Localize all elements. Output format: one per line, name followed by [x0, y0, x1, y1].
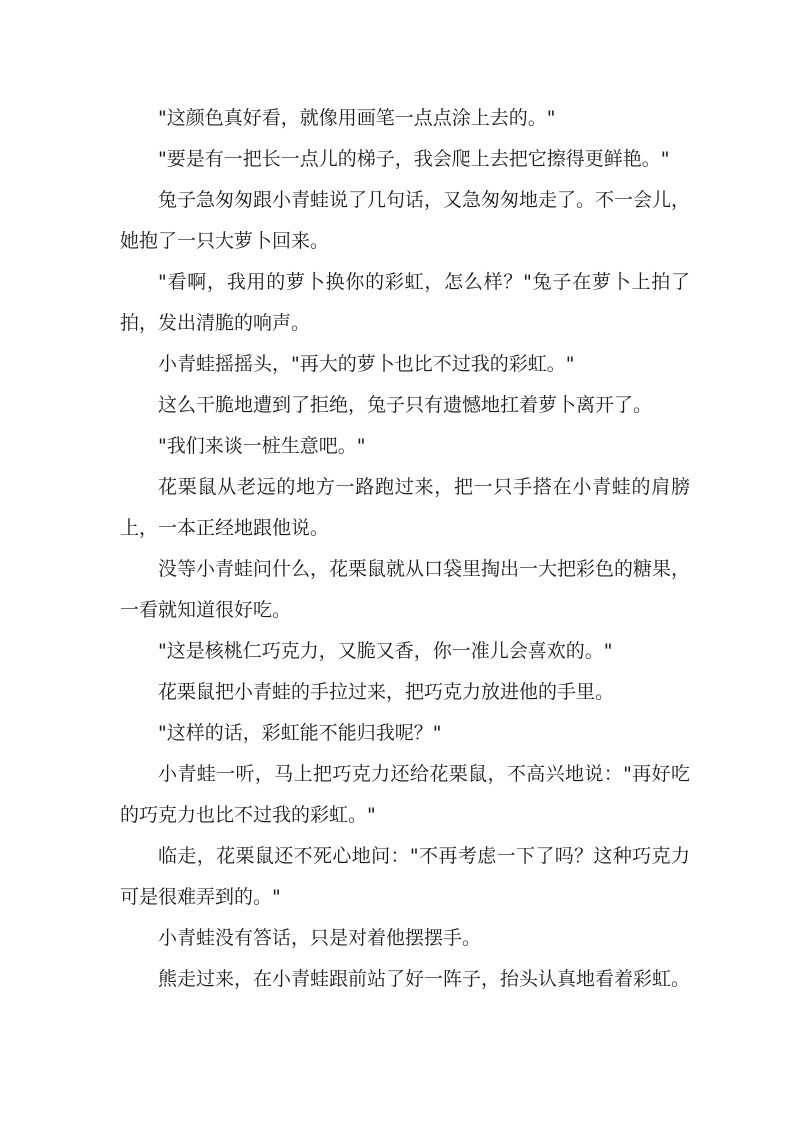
paragraph: 小青蛙摇摇头，"再大的萝卜也比不过我的彩虹。": [158, 353, 575, 375]
paragraph: 没等小青蛙问什么，花栗鼠就从口袋里掏出一大把彩色的糖果，一看就知道很好吃。: [120, 558, 691, 621]
paragraph: "这颜色真好看，就像用画笔一点点涂上去的。": [158, 107, 556, 129]
paragraph: "这是核桃仁巧克力，又脆又香，你一准儿会喜欢的。": [158, 640, 613, 662]
paragraph: 花栗鼠从老远的地方一路跑过来，把一只手搭在小青蛙的肩膀上，一本正经地跟他说。: [120, 476, 690, 539]
paragraph: 小青蛙没有答话，只是对着他摆摆手。: [158, 927, 482, 949]
paragraph: 熊走过来，在小青蛙跟前站了好一阵子，抬头认真地看着彩虹。: [158, 968, 691, 990]
paragraph: 小青蛙一听，马上把巧克力还给花栗鼠，不高兴地说："再好吃的巧克力也比不过我的彩虹。": [120, 763, 690, 826]
paragraph: 兔子急匆匆跟小青蛙说了几句话，又急匆匆地走了。不一会儿，她抱了一只大萝卜回来。: [120, 189, 691, 252]
paragraph: 这么干脆地遭到了拒绝，兔子只有遗憾地扛着萝卜离开了。: [158, 394, 653, 416]
paragraph: "要是有一把长一点儿的梯子，我会爬上去把它擦得更鲜艳。": [158, 148, 670, 170]
paragraph: "这样的话，彩虹能不能归我呢？": [158, 722, 442, 744]
paragraph: "我们来谈一桩生意吧。": [158, 435, 366, 457]
paragraph: "看啊，我用的萝卜换你的彩虹，怎么样？"兔子在萝卜上拍了拍，发出清脆的响声。: [120, 271, 690, 334]
story-text: [120, 98, 690, 1000]
paragraph: 临走，花栗鼠还不死心地问："不再考虑一下了吗？这种巧克力可是很难弄到的。": [120, 845, 690, 908]
paragraph: 花栗鼠把小青蛙的手拉过来，把巧克力放进他的手里。: [158, 681, 615, 703]
